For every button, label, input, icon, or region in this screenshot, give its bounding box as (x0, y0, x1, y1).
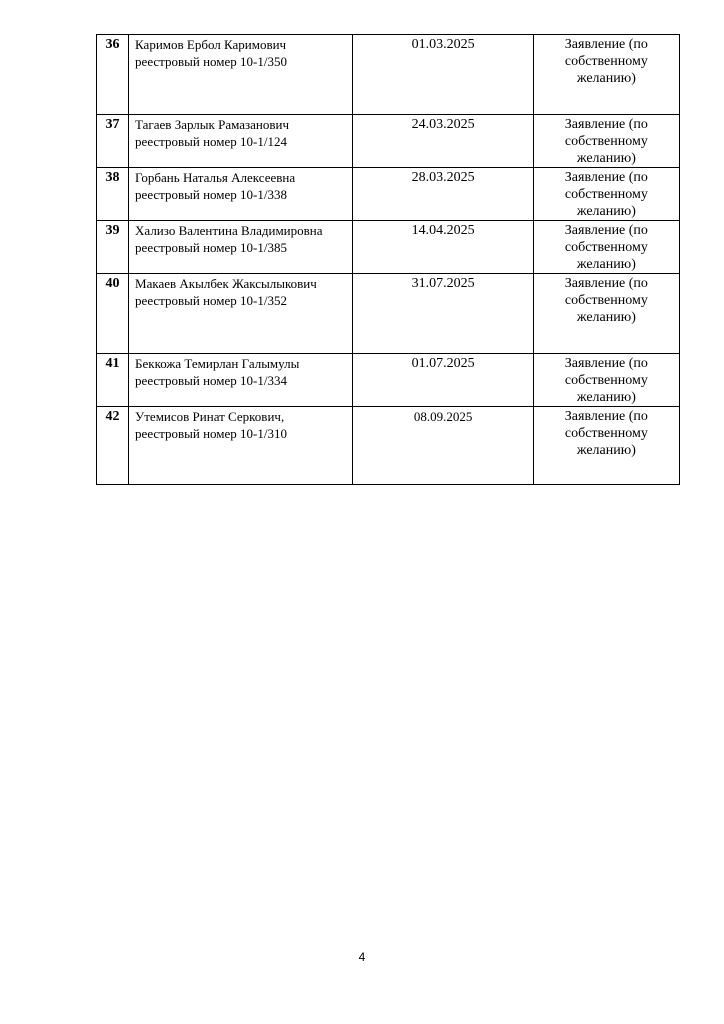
reason-line: желанию) (576, 71, 636, 86)
reason-line: собственному (564, 426, 648, 441)
reason-line: собственному (564, 293, 648, 308)
dismissal-date: 14.04.2025 (353, 221, 533, 274)
registry-number: реестровый номер 10-1/334 (135, 373, 287, 388)
registry-number: реестровый номер 10-1/385 (135, 240, 287, 255)
employee-cell (129, 168, 353, 221)
reason-line: собственному (564, 240, 648, 255)
registry-number: реестровый номер 10-1/350 (135, 54, 287, 69)
page-number: 4 (358, 950, 366, 964)
reason-line: Заявление (по (564, 223, 648, 238)
reason-line: желанию) (576, 204, 636, 219)
employee-name: Хализо Валентина Владимировна (135, 223, 323, 238)
employee-name: Утемисов Ринат Серкович, (135, 409, 285, 424)
table-row (97, 35, 680, 115)
reason-line: Заявление (по (564, 276, 648, 291)
registry-number: реестровый номер 10-1/338 (135, 187, 287, 202)
reason-line: Заявление (по (564, 170, 648, 185)
reason-line: желанию) (576, 390, 636, 405)
reason-line: собственному (564, 373, 648, 388)
reason-line: Заявление (по (564, 117, 648, 132)
employee-cell (129, 274, 353, 354)
reason-line: собственному (564, 54, 648, 69)
reason-cell (533, 168, 679, 221)
registry-number: реестровый номер 10-1/352 (135, 293, 287, 308)
employee-cell (129, 407, 353, 485)
employee-name: Тагаев Зарлык Рамазанович (135, 117, 289, 132)
reason-line: собственному (564, 134, 648, 149)
table-row (97, 168, 680, 221)
registry-table (96, 34, 680, 485)
employee-cell (129, 35, 353, 115)
employee-name: Макаев Акылбек Жаксылыкович (135, 276, 317, 291)
registry-number: реестровый номер 10-1/310 (135, 426, 287, 441)
table-row (97, 221, 680, 274)
dismissal-date: 08.09.2025 (353, 407, 533, 485)
reason-cell (533, 407, 679, 485)
employee-name: Беккожа Темирлан Галымулы (135, 356, 300, 371)
table-row (97, 115, 680, 168)
table-row (97, 354, 680, 407)
row-number: 41 (97, 354, 129, 407)
reason-line: желанию) (576, 443, 636, 458)
dismissal-date: 24.03.2025 (353, 115, 533, 168)
reason-cell (533, 221, 679, 274)
reason-line: Заявление (по (564, 409, 648, 424)
employee-name: Каримов Ербол Каримович (135, 37, 287, 52)
reason-line: желанию) (576, 151, 636, 166)
dismissal-date: 01.07.2025 (353, 354, 533, 407)
employee-cell (129, 354, 353, 407)
dismissal-date: 28.03.2025 (353, 168, 533, 221)
employee-cell (129, 115, 353, 168)
dismissal-date: 01.03.2025 (353, 35, 533, 115)
row-number: 42 (97, 407, 129, 485)
row-number: 39 (97, 221, 129, 274)
employee-name: Горбань Наталья Алексеевна (135, 170, 296, 185)
row-number: 40 (97, 274, 129, 354)
reason-line: желанию) (576, 310, 636, 325)
reason-cell (533, 274, 679, 354)
table-row (97, 407, 680, 485)
reason-line: Заявление (по (564, 37, 648, 52)
row-number: 38 (97, 168, 129, 221)
dismissal-date: 31.07.2025 (353, 274, 533, 354)
reason-cell (533, 354, 679, 407)
table-row (97, 274, 680, 354)
registry-number: реестровый номер 10-1/124 (135, 134, 287, 149)
row-number: 36 (97, 35, 129, 115)
reason-line: желанию) (576, 257, 636, 272)
employee-cell (129, 221, 353, 274)
reason-line: Заявление (по (564, 356, 648, 371)
reason-cell (533, 115, 679, 168)
reason-line: собственному (564, 187, 648, 202)
reason-cell (533, 35, 679, 115)
row-number: 37 (97, 115, 129, 168)
